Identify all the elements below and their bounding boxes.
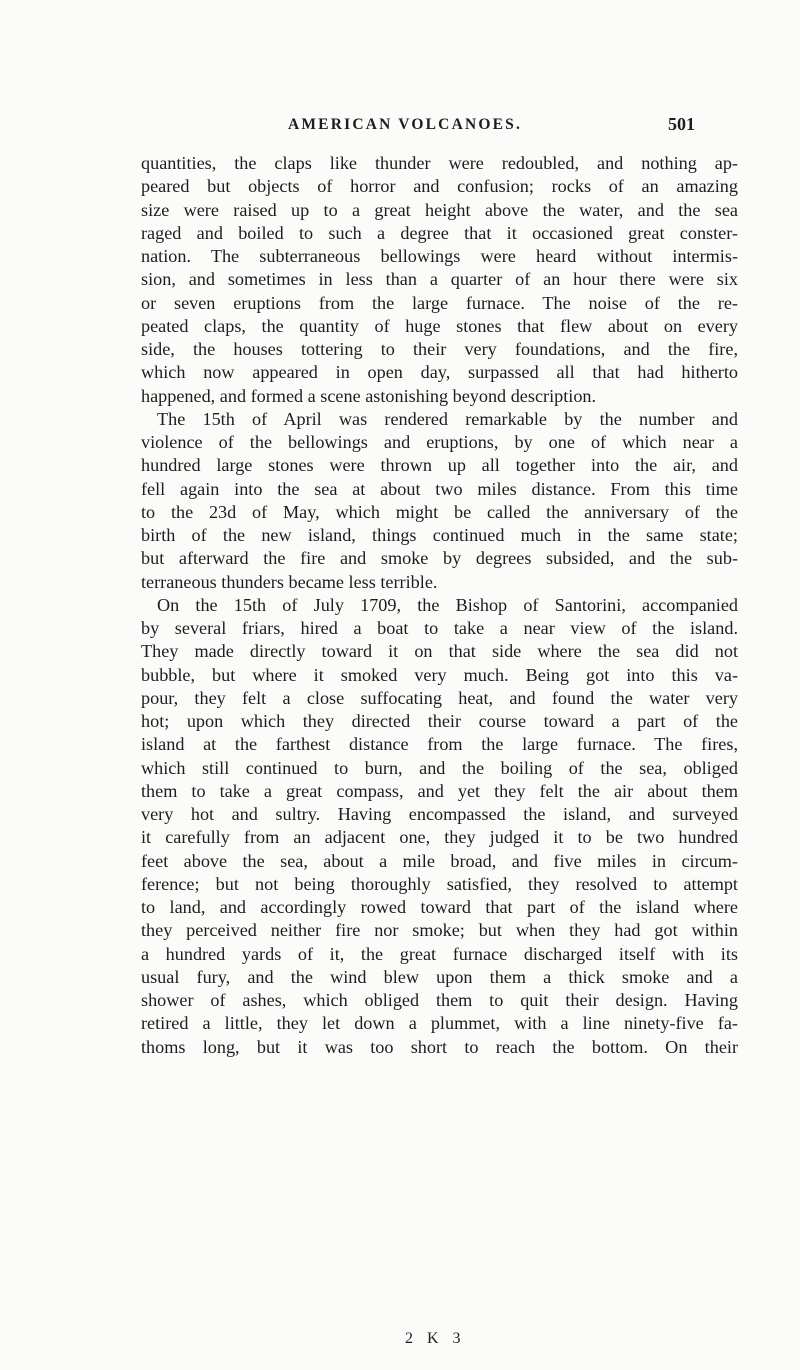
text-line: very hot and sultry. Having encompassed the island, and surveyed <box>141 804 738 824</box>
text-line: retired a little, they let down a plummet, with a line ninety-five fa- <box>141 1013 738 1034</box>
running-title: AMERICAN VOLCANOES. <box>287 116 523 133</box>
paragraph-start-line: The 15th of April was rendered remarkable by the number and <box>157 408 738 429</box>
text-line: to the 23d of May, which might be called the anniversary of the <box>141 501 738 522</box>
text-line: by several friars, hired a boat to take a near view of the island. <box>141 618 738 638</box>
text-line: to land, and accordingly rowed toward that part of the island where <box>141 897 738 917</box>
text-line: birth of the new island, things continued much in the same state; <box>141 525 738 545</box>
text-line: which still continued to burn, and the boiling of the sea, obliged <box>141 757 738 778</box>
text-line: peated claps, the quantity of huge stones that flew about on every <box>141 315 738 336</box>
text-line: shower of ashes, which obliged them to quit their design. Having <box>141 990 738 1010</box>
text-line: pour, they felt a close suffocating heat, and found the water very <box>141 687 738 708</box>
text-line: side, the houses tottering to their very foundations, and the fire, <box>141 339 738 359</box>
text-line: it carefully from an adjacent one, they judged it to be two hundred <box>141 827 738 848</box>
text-line: nation. The subterraneous bellowings were heard without intermis- <box>141 246 738 266</box>
text-line: They made directly toward it on that side where the sea did not <box>141 641 738 662</box>
signature-mark: 2 K 3 <box>405 1330 466 1347</box>
text-line: a hundred yards of it, the great furnace discharged itself with its <box>141 943 738 964</box>
text-line: or seven eruptions from the large furnace. The noise of the re- <box>141 292 738 313</box>
text-line: hundred large stones were thrown up all together into the air, and <box>141 455 738 476</box>
text-line: usual fury, and the wind blew upon them a thick smoke and a <box>141 966 738 987</box>
text-line: peared but objects of horror and confusion; rocks of an amazing <box>141 176 738 197</box>
text-line: bubble, but where it smoked very much. Being got into this va- <box>141 664 738 685</box>
text-line: hot; upon which they directed their course toward a part of the <box>141 711 738 731</box>
text-line: them to take a great compass, and yet they felt the air about them <box>141 780 738 801</box>
page-number: 501 <box>668 114 695 134</box>
text-line: terraneous thunders became less terrible. <box>141 571 438 592</box>
text-line: size were raised up to a great height above the water, and the sea <box>141 199 738 220</box>
text-line: raged and boiled to such a degree that it occasioned great conster- <box>141 222 738 243</box>
text-line: which now appeared in open day, surpassed all that had hitherto <box>141 362 738 383</box>
text-line: fell again into the sea at about two miles distance. From this time <box>141 478 738 499</box>
text-line: they perceived neither fire nor smoke; but when they had got within <box>141 920 738 941</box>
running-head <box>195 116 695 146</box>
text-line: quantities, the claps like thunder were redoubled, and nothing ap- <box>141 153 738 173</box>
text-line: happened, and formed a scene astonishing beyond description. <box>141 385 597 406</box>
text-line: but afterward the fire and smoke by degrees subsided, and the sub- <box>141 548 738 569</box>
text-line: feet above the sea, about a mile broad, and five miles in circum- <box>141 850 738 871</box>
paragraph-start-line: On the 15th of July 1709, the Bishop of Santorini, accompanied <box>157 594 738 615</box>
text-line: sion, and sometimes in less than a quarter of an hour there were six <box>141 269 738 290</box>
text-line: violence of the bellowings and eruptions, by one of which near a <box>141 432 738 452</box>
text-line: island at the farthest distance from the large furnace. The fires, <box>141 734 738 755</box>
text-line: thoms long, but it was too short to reach the bottom. On their <box>141 1036 738 1057</box>
body-text <box>141 152 738 1059</box>
text-line: ference; but not being thoroughly satisfied, they resolved to attempt <box>141 873 738 894</box>
